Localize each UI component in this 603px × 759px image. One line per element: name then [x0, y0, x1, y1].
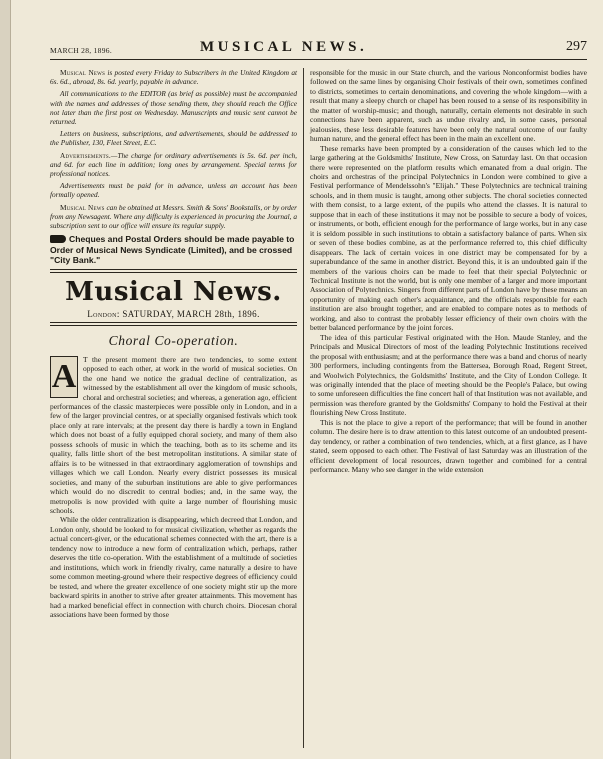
- masthead-rule-top: [50, 269, 297, 273]
- newspaper-page: [50, 33, 587, 748]
- article-paragraph-1: A T the present moment there are two tendencies, to some extent opposed to each other, at work in the world of musical societies. On the one hand we notice the gradual decline of centralization, as witnessed by the establishment all over the kingdom of music schools, choral and orchestral societies; and whereas, a generation ago, efficient performances of the classic masterpieces were possible only in London, and in a few of the larger provincial centres, or at specially organised festivals which took place only at rare intervals; at the present day there is hardly a town in England which does not boast of a fully equipped choral society, and many of them also possess schools of music in which the teaching, both as to its scheme and its quality, falls little short of the best metropolitan institutions. A similar state of affairs is to be witnessed in that extraordinary agglomeration of townships and villages which we call London. Nearly every district possesses its musical societies, and many of the suburban institutions are able to give performances which would do no discredit to central bodies; and, in the same way, the metropolis is now provided with quite a large number of flourishing music schools.: [50, 354, 297, 515]
- masthead: Musical News.: [65, 276, 282, 307]
- dateline: London: SATURDAY, MARCH 28th, 1896.: [87, 308, 260, 319]
- dropcap-letter: A: [50, 356, 78, 398]
- article-paragraph-4: These remarks have been prompted by a consideration of the causes which led to the large gathering at the Goldsmiths' Institute, New Cross, on Saturday last. On that occasion there were represented on the platform results which emanated from a dual origin. The choirs and orchestras of the principal Polytechnics in London were combined to give a Festival performance of Mendelssohn's "Elijah." These Polytechnics are technical training schools, and in them music is taught, among other subjects. The choral societies connected with them consist, to a large extent, of the pupils who attend the classes. It is natural to suppose that in each of these institutions it may not be possible to secure a body of voices, or instruments, or both, efficient enough for the performance of large works, but in any case it is seldom possible in such institutions to obtain a satisfactory balance of parts. When six or seven of these bodies combine, as at the performance referred to, this chief difficulty disappears. The lack of certain voices in one district may be compensated for by a superabundance of the same in another district. Beyond this, it is an undoubted gain if the members of the various choirs can be made to feel that their special Polytechnic or Technical Institute is not the world, but is only one member of a larger and more important Association of Polytechnics. Singers from different parts of London have by these means an opportunity of making each other's acquaintance, and the officials responsible for each institution are also brought together, and are enabled to compare notes as to methods of working, and also to contrast the probably lesser efficiency of their own choirs with the better balanced performance by the joint forces.: [310, 143, 587, 333]
- right-column: [310, 68, 587, 474]
- cheques-notice: Cheques and Postal Orders should be made payable to Order of Musical News Syndicate (Limited), and be crossed "City Bank.": [50, 234, 295, 266]
- header-title: MUSICAL NEWS.: [200, 39, 368, 55]
- notice-editor: All communications to the EDITOR (as brief as possible) must be accompanied with the names and addresses of those sending them, they should reach the Office not later than the first post on Wednesday. Manuscripts and music sent cannot be returned.: [50, 89, 297, 127]
- notice-business: Letters on business, subscriptions, and advertisements, should be addressed to the Publisher, 130, Fleet Street, E.C.: [50, 129, 297, 148]
- notice-advertisements: Advertisements.—The charge for ordinary advertisements is 5s. 6d. per inch, and 6d. for each line in addition; long ones by arrangement. Special terms for professional notices.: [50, 150, 297, 179]
- notice-advance-payment: Advertisements must be paid for in advance, unless an account has been formally opened.: [50, 181, 297, 200]
- article-title: Choral Co-operation.: [108, 332, 239, 348]
- notice-bookstalls: Musical News can be obtained at Messrs. Smith & Sons' Bookstalls, or by order from any Newsagent. Where any difficulty is experienced in procuring the Journal, a subscription sent to our office will ensure its regular supply.: [50, 202, 297, 231]
- binding-shadow-line: [10, 0, 11, 759]
- page-binding-edge: [0, 0, 10, 759]
- article-paragraph-2: While the older centralization is disappearing, which decreed that London, and London only, should be looked to for musical civilization, whether as regards the actual concert-giver, or the educational schemes connected with the art, there is a tendency now to introduce a new form of centralization which, perhaps, rather deserves the title co-operation. With the establishment of a multitude of societies and institutions, which work in friendly rivalry, came naturally a desire to have some common meeting-ground where their respective degrees of efficiency could be tested, and where the greater excellence of one society might stir up the more backward spirits in another to strive after greater attainments. This movement has had a marked beneficial effect in connection with church choirs. Diocesan choral associations have been formed by those: [50, 515, 297, 619]
- publication-notices: [50, 68, 297, 266]
- article-paragraph-5: The idea of this particular Festival originated with the Hon. Maude Stanley, and the Principals and Musical Directors of most of the leading Polytechnic Institutions received the proposal with enthusiasm; and at the performance there was a band and chorus of nearly 300 performers, including contingents from the Battersea, Borough Road, Regent Street, and Woolwich Polytechnics, the Goldsmiths' Institute, and the City of London College. It was originally intended that the place of meeting should be the People's Palace, but owing to some unforeseen difficulties the fine concert hall of that Institution was not available, and permission was therefore granted by the Goldsmiths' Company to hold the Festival at their flourishing New Cross Institute.: [310, 332, 587, 418]
- article-paragraph-3: responsible for the music in our State church, and the various Nonconformist bodies have followed on the same lines by organising Choir festivals of their own, sometimes confined to districts, sometimes to certain denominations, and covering the whole kingdom—with a result that many a sleepy church or chapel has been roused to a sense of its responsibility in the matter of worship-music; and though, naturally, certain elements not desirable in such connections have been apparent, such as undue rivalry and, in some cases, personal jealousies, these less desirable features have been only the natural outcome of our faulty human nature, and the general effect has been in the main an excellent one.: [310, 68, 587, 144]
- page-number: 297: [566, 39, 587, 54]
- running-header: [50, 33, 587, 60]
- masthead-rule-bottom: [50, 322, 297, 326]
- notice-subscription: Musical News is posted every Friday to Subscribers in the United Kingdom at 6s. 6d., abroad, 8s. 6d. yearly, payable in advance.: [50, 68, 298, 87]
- header-date: MARCH 28, 1896.: [50, 46, 113, 55]
- pointing-hand-icon: [50, 235, 66, 243]
- left-column: [50, 68, 297, 619]
- column-divider: [303, 68, 304, 748]
- article-paragraph-6: This is not the place to give a report of the performance; that will be found in another column. The desire here is to draw attention to this latest outcome of an undoubted present-day tendency, or rather a combination of two tendencies, which, at a first glance, as I have stated, seem opposed to each other. The Festival of last Saturday was an illustration of the efficient development of local resources, drawn together and combined for a central performance. Many who see danger in the wide extension: [310, 417, 587, 475]
